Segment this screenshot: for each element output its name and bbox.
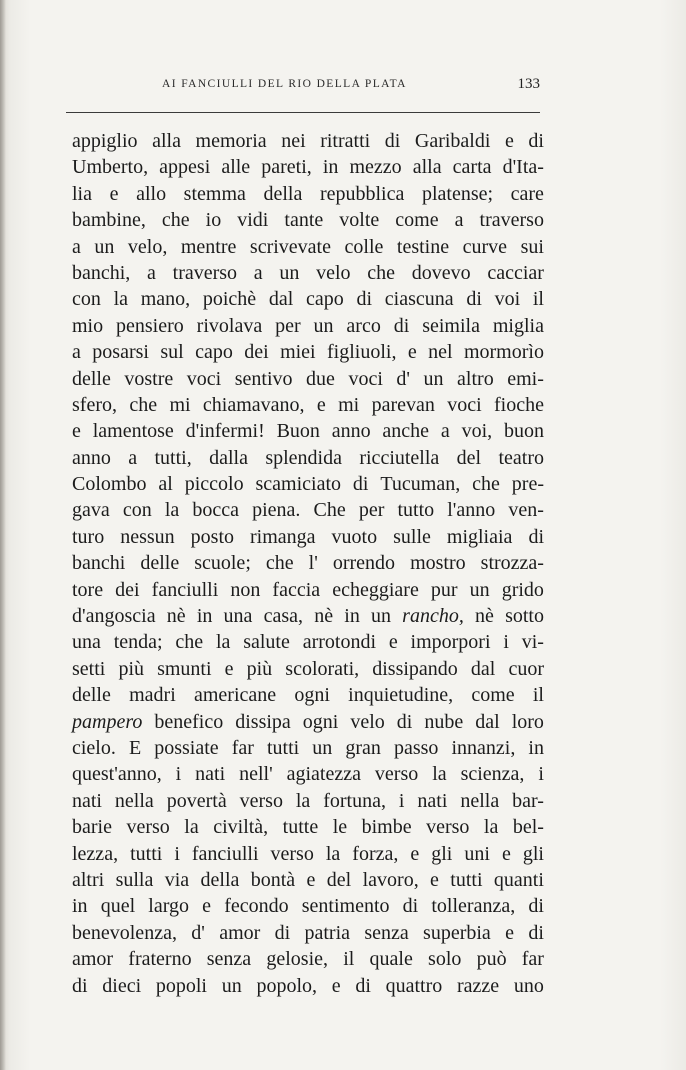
binding-shadow	[0, 0, 6, 1070]
text-line: cielo. E possiate far tutti un gran passo innanzi, in	[72, 736, 544, 759]
text-line: bambine, che io vidi tante volte come a traverso	[72, 209, 544, 232]
text-line: Colombo al piccolo scamiciato di Tucuman, che pre-	[72, 473, 544, 496]
header-rule	[66, 112, 540, 113]
text-line: gava con la bocca piena. Che per tutto l'anno ven-	[72, 499, 544, 522]
text-line: lezza, tutti i fanciulli verso la forza, e gli uni e gli	[72, 842, 544, 865]
text-line: delle vostre voci sentivo due voci d' un altro emi-	[72, 367, 544, 390]
text-line: una tenda; che la salute arrotondi e imporpori i vi-	[72, 631, 544, 654]
text-line: altri sulla via della bontà e del lavoro, e tutti quanti	[72, 868, 544, 891]
text-line: quest'anno, i nati nell' agiatezza verso la scienza, i	[72, 763, 544, 786]
text-line: e lamentose d'infermi! Buon anno anche a voi, buon	[72, 420, 544, 443]
text-line: a un velo, mentre scrivevate colle testine curve sui	[72, 235, 544, 258]
text-line: lia e allo stemma della repubblica platense; care	[72, 182, 544, 205]
text-line: con la mano, poichè dal capo di ciascuna di voi il	[72, 288, 544, 311]
text-line: banchi delle scuole; che l' orrendo mostro strozza-	[72, 552, 544, 575]
text-line: d'angoscia nè in una casa, nè in un rancho, nè sotto	[72, 605, 544, 628]
text-line: di dieci popoli un popolo, e di quattro razze uno	[72, 974, 544, 997]
text-line: nati nella povertà verso la fortuna, i nati nella bar-	[72, 789, 544, 812]
text-line: barie verso la civiltà, tutte le bimbe verso la bel-	[72, 816, 544, 839]
text-line: delle madri americane ogni inquietudine, come il	[72, 684, 544, 707]
text-line: benevolenza, d' amor di patria senza superbia e di	[72, 921, 544, 944]
text-line: banchi, a traverso a un velo che dovevo cacciar	[72, 261, 544, 284]
text-line: tore dei fanciulli non faccia echeggiare pur un grido	[72, 578, 544, 601]
text-line: appiglio alla memoria nei ritratti di Garibaldi e di	[72, 130, 544, 152]
page-number: 133	[517, 76, 540, 92]
text-line: setti più smunti e più scolorati, dissipando dal cuor	[72, 657, 544, 680]
text-line: pampero benefico dissipa ogni velo di nube dal loro	[72, 710, 544, 733]
text-line: Umberto, appesi alle pareti, in mezzo alla carta d'Ita-	[72, 156, 544, 179]
text-line: a posarsi sul capo dei miei figliuoli, e nel mormorìo	[72, 341, 544, 364]
text-line: sfero, che mi chiamavano, e mi parevan voci fioche	[72, 393, 544, 416]
text-line: mio pensiero rivolava per un arco di seimila miglia	[72, 314, 544, 337]
body-text	[72, 128, 544, 999]
text-line: amor fraterno senza gelosie, il quale solo può far	[72, 948, 544, 971]
text-line: turo nessun posto rimanga vuoto sulle migliaia di	[72, 525, 544, 548]
running-title: AI FANCIULLI DEL RIO DELLA PLATA	[162, 78, 407, 90]
text-line: anno a tutti, dalla splendida ricciutella del teatro	[72, 446, 544, 469]
text-line: in quel largo e fecondo sentimento di tolleranza, di	[72, 895, 544, 918]
page-header	[66, 76, 544, 96]
